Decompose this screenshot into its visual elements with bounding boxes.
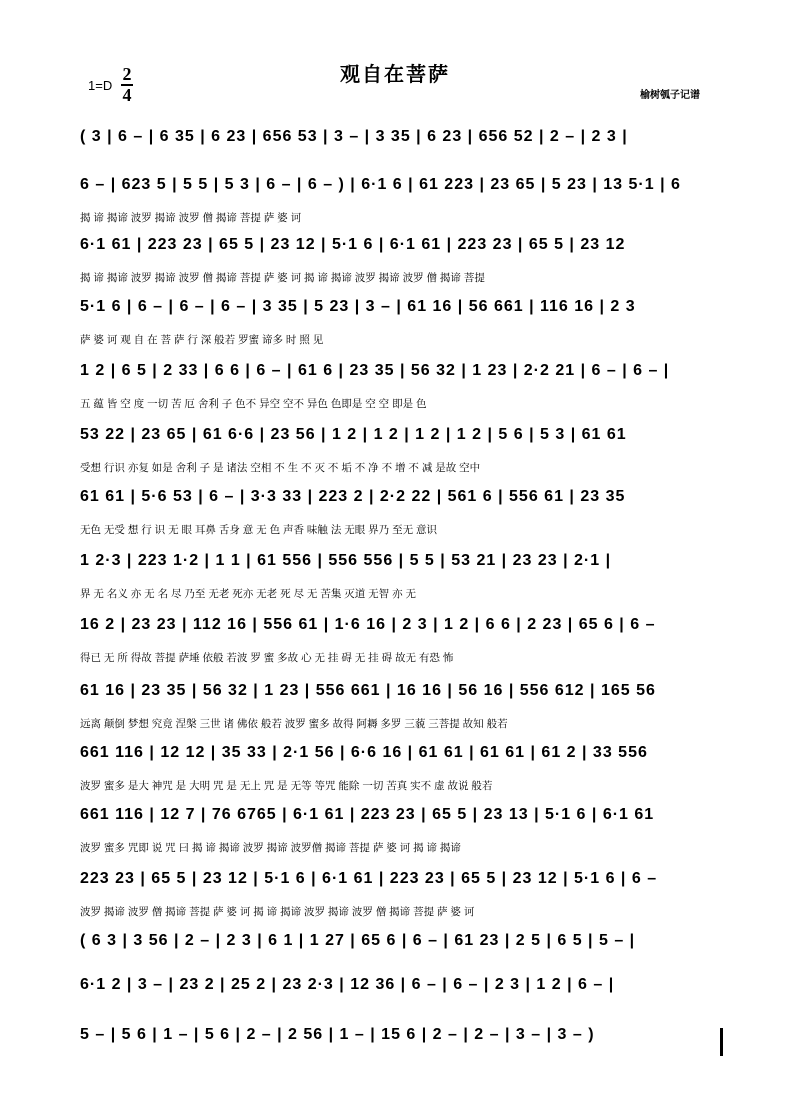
notation-line: 5·1 6 | 6 – | 6 – | 6 – | 3 35 | 5 23 | 3 – | 61 16 | 56 661 | 116 16 | 2 3 bbox=[80, 298, 636, 315]
notation-line: 1 2·3 | 223 1·2 | 1 1 | 61 556 | 556 556 | 5 5 | 53 21 | 23 23 | 2·1 | bbox=[80, 552, 612, 569]
time-signature-bottom: 4 bbox=[122, 85, 132, 105]
score-row-8 bbox=[80, 552, 728, 614]
lyrics-line: 波罗 蜜多 是大 神咒 是 大明 咒 是 无上 咒 是 无等 等咒 能除 一切 苦真 实不 虚 故说 般若 bbox=[80, 780, 493, 792]
lyrics-line bbox=[80, 1060, 728, 1078]
lyrics-line: 界 无 名义 亦 无 名 尽 乃至 无老 死亦 无老 死 尽 无 苦集 灭道 无智 亦 无 bbox=[80, 588, 417, 600]
lyrics-line: 得已 无 所 得故 菩提 萨埵 依般 若波 罗 蜜 多故 心 无 挂 碍 无 挂 碍 故无 有恐 怖 bbox=[80, 652, 454, 664]
notation-line: 6·1 2 | 3 – | 23 2 | 25 2 | 23 2·3 | 12 36 | 6 – | 6 – | 2 3 | 1 2 | 6 – | bbox=[80, 976, 615, 993]
notation-line: ( 3 | 6 – | 6 35 | 6 23 | 656 53 | 3 – | 3 35 | 6 23 | 656 52 | 2 – | 2 3 | bbox=[80, 128, 628, 145]
score-row-16 bbox=[80, 1026, 728, 1088]
lyrics-line: 萨 婆 诃 观 自 在 菩 萨 行 深 般若 罗蜜 谛多 时 照 见 bbox=[80, 334, 324, 346]
notation-line: 16 2 | 23 23 | 112 16 | 556 61 | 1·6 16 | 2 3 | 1 2 | 6 6 | 2 23 | 65 6 | 6 – bbox=[80, 616, 656, 633]
lyrics-line: 无色 无受 想 行 识 无 眼 耳鼻 舌身 意 无 色 声香 味触 法 无眼 界乃 至无 意识 bbox=[80, 524, 438, 536]
notation-line: 5 – | 5 6 | 1 – | 5 6 | 2 – | 2 56 | 1 – | 15 6 | 2 – | 2 – | 3 – | 3 – ) bbox=[80, 1026, 595, 1043]
score-row-4 bbox=[80, 298, 728, 360]
transcriber-credit: 榆树瓠子记谱 bbox=[640, 90, 700, 101]
notation-line: 661 116 | 12 12 | 35 33 | 2·1 56 | 6·6 16 | 61 61 | 61 61 | 61 2 | 33 556 bbox=[80, 744, 648, 761]
notation-line: 6 – | 623 5 | 5 5 | 5 3 | 6 – | 6 – ) | 6·1 6 | 61 223 | 23 65 | 5 23 | 13 5·1 | 6 bbox=[80, 176, 681, 193]
notation-line: ( 6 3 | 3 56 | 2 – | 2 3 | 6 1 | 1 27 | 65 6 | 6 – | 61 23 | 2 5 | 6 5 | 5 – | bbox=[80, 932, 636, 949]
notation-line: 61 61 | 5·6 53 | 6 – | 3·3 33 | 223 2 | 2·2 22 | 561 6 | 556 61 | 23 35 bbox=[80, 488, 626, 505]
lyrics-line: 波罗 蜜多 咒即 说 咒 曰 揭 谛 揭谛 波罗 揭谛 波罗僧 揭谛 菩提 萨 婆 诃 揭 谛 揭谛 bbox=[80, 842, 461, 854]
final-barline bbox=[720, 1028, 723, 1056]
time-signature bbox=[121, 66, 133, 104]
notation-line: 661 116 | 12 7 | 76 6765 | 6·1 61 | 223 23 | 65 5 | 23 13 | 5·1 6 | 6·1 61 bbox=[80, 806, 655, 823]
score-row-5 bbox=[80, 362, 728, 424]
time-signature-top: 2 bbox=[122, 64, 132, 84]
score-row-12 bbox=[80, 806, 728, 868]
lyrics-line: 波罗 揭谛 波罗 僧 揭谛 菩提 萨 婆 诃 揭 谛 揭谛 波罗 揭谛 波罗 僧 揭谛 菩提 萨 婆 诃 bbox=[80, 906, 475, 918]
score-row-3 bbox=[80, 236, 728, 298]
notation-line: 53 22 | 23 65 | 61 6·6 | 23 56 | 1 2 | 1 2 | 1 2 | 1 2 | 5 6 | 5 3 | 61 61 bbox=[80, 426, 627, 443]
notation-line: 6·1 61 | 223 23 | 65 5 | 23 12 | 5·1 6 | 6·1 61 | 223 23 | 65 5 | 23 12 bbox=[80, 236, 626, 253]
lyrics-line: 揭 谛 揭谛 波罗 揭谛 波罗 僧 揭谛 菩提 萨 婆 诃 bbox=[80, 212, 302, 224]
key-signature: 1=D bbox=[88, 78, 113, 93]
score-row-11 bbox=[80, 744, 728, 806]
lyrics-line: 五 蕴 皆 空 度 一切 苦 厄 舍利 子 色不 异空 空不 异色 色即是 空 空 即是 色 bbox=[80, 398, 427, 410]
lyrics-line: 远离 颠倒 梦想 究竟 涅槃 三世 诸 佛依 般若 波罗 蜜多 故得 阿耨 多罗 三藐 三菩提 故知 般若 bbox=[80, 718, 508, 730]
score-row-7 bbox=[80, 488, 728, 550]
lyrics-line: 揭 谛 揭谛 波罗 揭谛 波罗 僧 揭谛 菩提 萨 婆 诃 揭 谛 揭谛 波罗 揭谛 波罗 僧 揭谛 菩提 bbox=[80, 272, 485, 284]
notation-line: 223 23 | 65 5 | 23 12 | 5·1 6 | 6·1 61 | 223 23 | 65 5 | 23 12 | 5·1 6 | 6 – bbox=[80, 870, 658, 887]
lyrics-line: 受想 行识 亦复 如是 舍利 子 是 诸法 空相 不 生 不 灭 不 垢 不 净 不 增 不 减 是故 空中 bbox=[80, 462, 481, 474]
score-row-13 bbox=[80, 870, 728, 932]
score-row-6 bbox=[80, 426, 728, 488]
notation-line: 1 2 | 6 5 | 2 33 | 6 6 | 6 – | 61 6 | 23 35 | 56 32 | 1 23 | 2·2 21 | 6 – | 6 – | bbox=[80, 362, 670, 379]
score-row-9 bbox=[80, 616, 728, 678]
score-title: 观自在菩萨 bbox=[340, 62, 450, 86]
notation-line: 61 16 | 23 35 | 56 32 | 1 23 | 556 661 | 16 16 | 56 16 | 556 612 | 165 56 bbox=[80, 682, 656, 699]
score-row-10 bbox=[80, 682, 728, 744]
score-row-2 bbox=[80, 176, 728, 238]
